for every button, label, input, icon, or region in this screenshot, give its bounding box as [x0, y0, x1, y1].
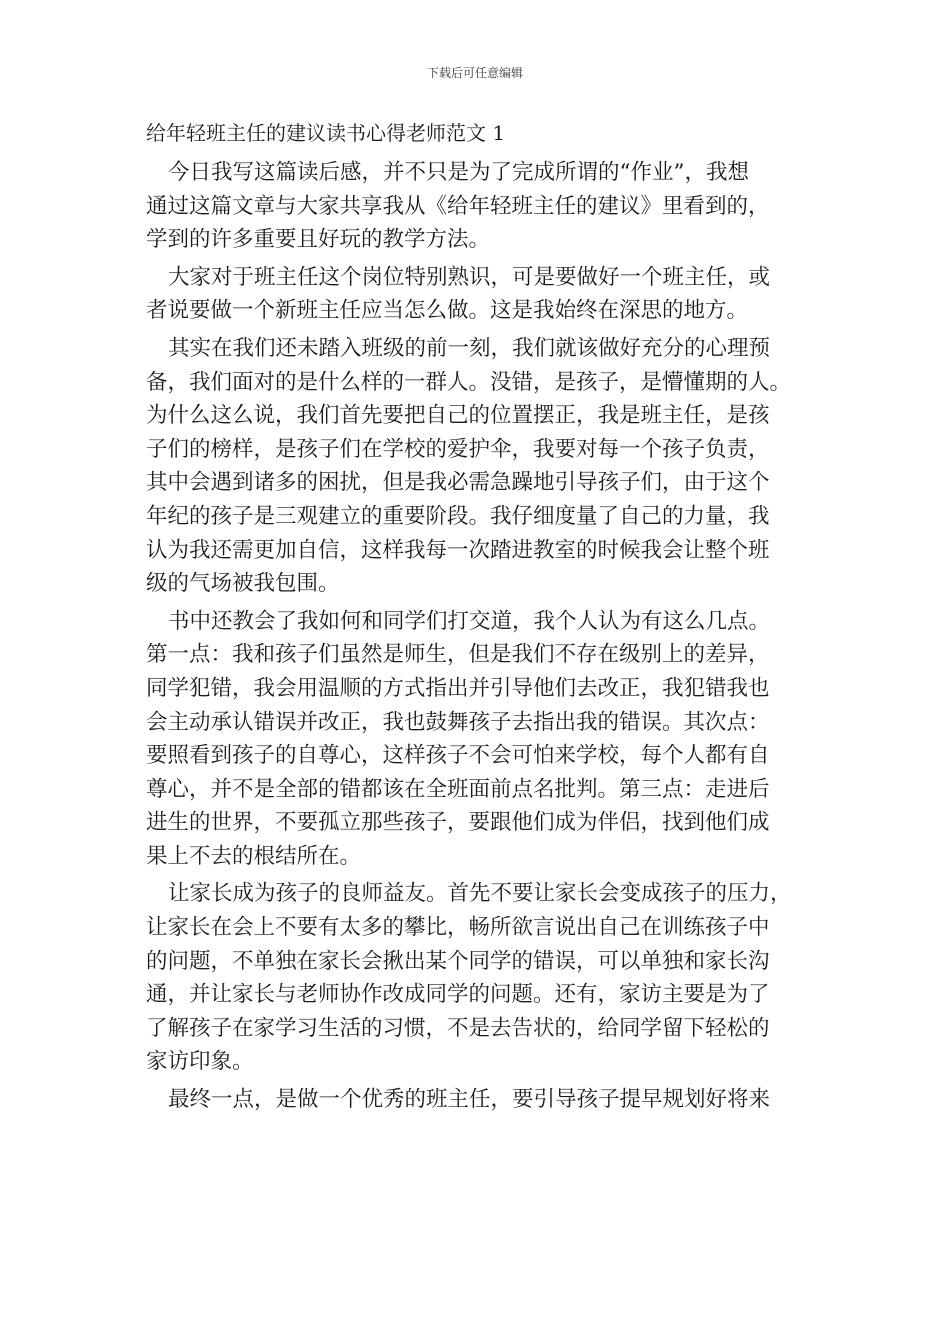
- paragraph-line: 年纪的孩子是三观建立的重要阶段。我仔细度量了自己的力量，我: [146, 503, 770, 529]
- paragraph-line: 级的气场被我包围。: [146, 571, 340, 597]
- paragraph-line: 会主动承认错误并改正，我也鼓舞孩子去指出我的错误。其次点：: [146, 709, 770, 735]
- paragraph-line: 的问题，不单独在家长会揪出某个同学的错误，可以单独和家长沟: [146, 948, 770, 974]
- document-body: [146, 118, 826, 1121]
- paragraph-5: [146, 877, 826, 1079]
- paragraph-3: [146, 332, 826, 601]
- paragraph-line: 第一点：我和孩子们虽然是师生，但是我们不存在级别上的差异，: [146, 642, 770, 668]
- paragraph-line: 让家长成为孩子的良师益友。首先不要让家长会变成孩子的压力，: [168, 881, 792, 907]
- paragraph-line: 了解孩子在家学习生活的习惯，不是去告状的，给同学留下轻松的: [146, 1015, 770, 1041]
- paragraph-line: 备，我们面对的是什么样的一群人。没错，是孩子，是懵懂期的人。: [146, 369, 792, 395]
- paragraph-line: 大家对于班主任这个岗位特别熟识，可是要做好一个班主任，或: [168, 264, 771, 290]
- paragraph-line: 者说要做一个新班主任应当怎么做。这是我始终在深思的地方。: [146, 298, 749, 324]
- paragraph-line: 为什么这么说，我们首先要把自己的位置摆正，我是班主任，是孩: [146, 403, 770, 429]
- document-title: 给年轻班主任的建议读书心得老师范文 1: [146, 121, 506, 145]
- paragraph-1: [146, 156, 826, 257]
- paragraph-line: 其实在我们还未踏入班级的前一刻，我们就该做好充分的心理预: [168, 335, 771, 361]
- paragraph-6: [146, 1083, 826, 1117]
- paragraph-line: 最终一点，是做一个优秀的班主任，要引导孩子提早规划好将来: [168, 1087, 771, 1113]
- paragraph-line: 尊心，并不是全部的错都该在全班面前点名批判。第三点：走进后: [146, 776, 770, 802]
- paragraph-line: 果上不去的根结所在。: [146, 843, 362, 869]
- paragraph-line: 家访印象。: [146, 1049, 254, 1075]
- paragraph-2: [146, 261, 826, 328]
- paragraph-line: 通，并让家长与老师协作改成同学的问题。还有，家访主要是为了: [146, 982, 770, 1008]
- paragraph-line: 学到的许多重要且好玩的教学方法。: [146, 227, 491, 253]
- paragraph-line: 书中还教会了我如何和同学们打交道，我个人认为有这么几点。: [168, 608, 771, 634]
- paragraph-line: 同学犯错，我会用温顺的方式指出并引导他们去改正，我犯错我也: [146, 675, 770, 701]
- paragraph-line: 子们的榜样，是孩子们在学校的爱护伞，我要对每一个孩子负责，: [146, 436, 770, 462]
- paragraph-line: 要照看到孩子的自尊心，这样孩子不会可怕来学校，每个人都有自: [146, 743, 770, 769]
- paragraph-line: 进生的世界，不要孤立那些孩子，要跟他们成为伴侣，找到他们成: [146, 810, 770, 836]
- paragraph-line: 其中会遇到诸多的困扰，但是我必需急躁地引导孩子们，由于这个: [146, 470, 770, 496]
- paragraph-line: 让家长在会上不要有太多的攀比，畅所欲言说出自己在训练孩子中: [146, 915, 770, 941]
- page-header: 下载后可任意编辑: [426, 66, 523, 80]
- paragraph-line: 今日我写这篇读后感，并不只是为了完成所谓的“作业”，我想: [168, 160, 749, 185]
- paragraph-line: 认为我还需更加自信，这样我每一次踏进教室的时候我会让整个班: [146, 537, 770, 563]
- paragraph-line: 通过这篇文章与大家共享我从《给年轻班主任的建议》里看到的，: [146, 193, 770, 219]
- paragraph-4: [146, 605, 826, 874]
